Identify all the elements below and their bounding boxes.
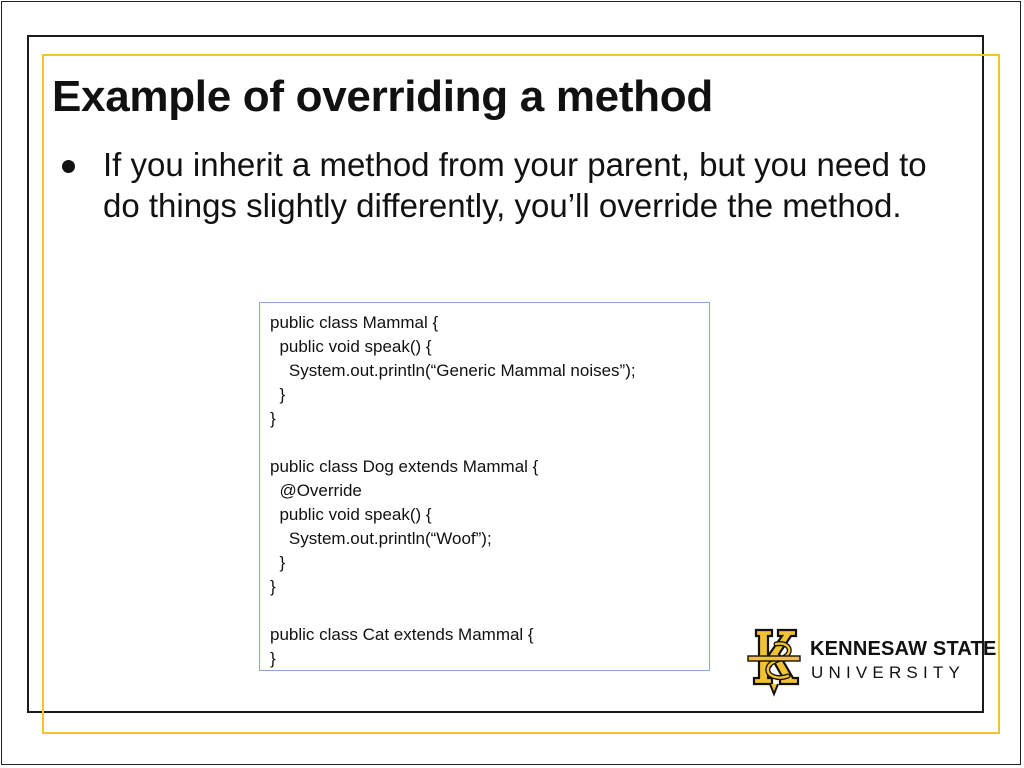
code-block [259, 302, 710, 671]
logo-name-line2: UNIVERSITY [811, 663, 966, 682]
code-line: System.out.println(“Generic Mammal noises”); [270, 361, 636, 380]
code-line: @Override [270, 481, 362, 500]
code-line: public class Cat extends Mammal { [270, 625, 534, 644]
code-line: } [270, 385, 286, 404]
bullet-dot-icon [62, 160, 75, 173]
slide-title: Example of overriding a method [52, 72, 713, 121]
bullet-item [62, 144, 942, 226]
bullet-text: If you inherit a method from your parent, but you need to do things slightly differently, you’ll override the method. [103, 146, 927, 224]
code-line: public void speak() { [270, 505, 432, 524]
ks-monogram-icon [746, 626, 802, 698]
code-line: System.out.println(“Woof”); [270, 529, 492, 548]
logo-name-line1: KENNESAW STATE [810, 638, 997, 660]
code-line [270, 599, 709, 623]
ksu-logo [746, 626, 997, 698]
code-line: } [270, 577, 276, 596]
code-line: public class Mammal { [270, 313, 439, 332]
code-line: } [270, 553, 286, 572]
code-line [270, 431, 709, 455]
code-line: public void speak() { [270, 337, 432, 356]
code-line: public class Dog extends Mammal { [270, 457, 539, 476]
code-line: } [270, 409, 276, 428]
code-line: } [270, 649, 276, 668]
